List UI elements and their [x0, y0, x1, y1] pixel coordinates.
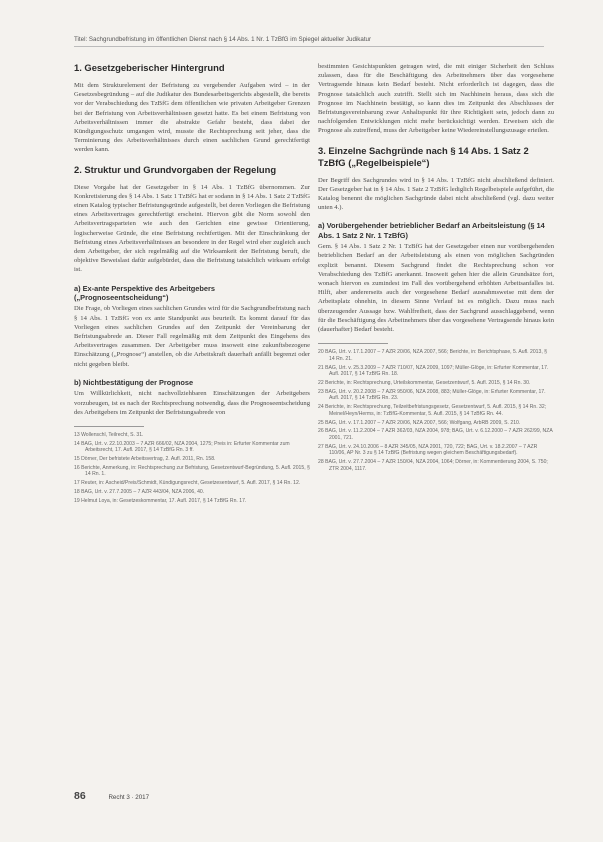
- footnote: 27 BAG, Urt. v. 24.10.2006 – 8 AZR 345/05, NZA 2001, 720, 722; BAG, Urt. v. 18.2.2007 – 7 AZR 110/06, AP Nr. 3 zu § 14 TzBfG (Befristung wegen gleichem Beschäftigungsbedarf).: [318, 443, 538, 457]
- right-footnotes: [318, 349, 554, 472]
- footnote: 19 Helmut Loya, in: Gesetzeskommentar, 17. Aufl. 2017, § 14 TzBfG Rn. 17.: [74, 497, 247, 504]
- footnote-rule: [318, 343, 388, 344]
- section-2a-heading: a) Ex-ante Perspektive des Arbeitgebers („Prognoseentscheidung“): [74, 283, 216, 303]
- footnote: 13 Wollenschl, Teilrecht, S. 31.: [74, 431, 144, 438]
- footnote: 18 BAG, Urt. v. 27.7.2005 – 7 AZR 443/04, NZA 2006, 40.: [74, 489, 205, 495]
- footnote: 28 BAG, Urt. v. 27.7.2004 – 7 AZR 150/04, NZA 2004, 1064; Dörner, in: Kommentierung 2004, S. 750; ZTR 2004, 1117.: [318, 459, 548, 472]
- section-1-heading: 1. Gesetzgeberischer Hintergrund: [74, 62, 225, 73]
- section-2-paragraph: Diese Vorgabe hat der Gesetzgeber in § 14 Abs. 1 TzBfG übernommen. Zur Konkretisierung des § 14 Abs. 1 Satz 1 TzBfG hat er sodann in § 14 Abs. 1 Satz 2 TzBfG einen Katalog typischer Befristungsgründe aufgestellt, bei deren Vorliegen die Befristung eines Arbeitsvertrages gerechtfertigt erscheint. Hiervon gibt die Norm sowohl den Arbeitsvertragsparteien wie auch den Gerichten eine gewisse Orientierung, logischerweise Gründe, die eine Befristung rechtfertigen. Mit der Einschränkung der Befristung eines Arbeitsverhältnisses an besondere in der Regel wird eher zugleich auch dem Arbeitgeber, der sich regelmäßig auf die Wirksamkeit der Befristung beruft, die objektive Beweislast dafür aufgebürdet, dass die Befristung tatsächlich wirksam erfolgt ist.: [74, 183, 310, 274]
- footnote: 14 BAG, Urt. v. 22.10.2003 – 7 AZR 666/02, NZA 2004, 1275; Preis in: Erfurter Kommentar zum Arbeitsrecht, 17. Aufl. 2017, § 14 TzBfG Rn. 3 ff.: [74, 440, 290, 454]
- left-column: [74, 62, 310, 507]
- footnote: 21 BAG, Urt. v. 25.3.2009 – 7 AZR 710/07, NZA 2009, 1097; Müller-Glöge, in: Erfurter Kommentar, 17. Aufl. 2017, § 14 TzBfG Rn. 18.: [318, 364, 549, 378]
- issue-label: Recht 3 · 2017: [108, 794, 150, 801]
- page-number: 86: [74, 790, 86, 802]
- section-3-paragraph: Der Begriff des Sachgrundes wird in § 14 Abs. 1 TzBfG nicht abschließend definiert. Der Gesetzgeber hat in § 14 Abs. 1 Satz 2 TzBfG lediglich Regelbeispiele aufgeführt, die Katalog benennt die möglichen Sachgründe dabei nicht abschließend (vgl. dazu weiter unten 4.).: [318, 176, 554, 212]
- section-2-heading: 2. Struktur und Grundvorgaben der Regelung: [74, 163, 277, 175]
- footnote: 26 BAG, Urt. v. 11.2.2004 – 7 AZR 362/03, NZA 2004, 978; BAG, Urt. v. 6.12.2000 – 7 AZR 262/99, NZA 2001, 721.: [318, 428, 553, 441]
- section-2a-paragraph: Die Frage, ob Vorliegen eines sachlichen Grundes wird für die Sachgrundbefristung nach § 14 Abs. 1 TzBfG von ex ante Standpunkt aus beurteilt. Es kommt darauf für das Vorliegen eines sachlichen Grundes auf den Zeitpunkt der Vereinbarung der Befristungsabrede an. Dieser Fall regelmäßig mit dem Zeitpunkt des Eingehens des Arbeitsvertrages zusammen. Der Arbeitgeber muss insoweit eine zukunftsbezogene Einschätzung („Prognose“) anstellen, ob die Arbeitskraft dauerhaft anfällt begrenzt oder nicht gegeben bleibt.: [74, 305, 310, 368]
- right-column: [318, 62, 554, 474]
- section-3-heading: 3. Einzelne Sachgründe nach § 14 Abs. 1 Satz 2 TzBfG („Regelbeispiele“): [318, 144, 529, 168]
- continued-paragraph: bestimmten Gesichtspunkten getragen wird, die mit einiger Sicherheit den Schluss zulassen, dass für die Beschäftigung des Arbeitnehmers über das vorgesehene Vertragsende hinaus kein Bedarf besteht. Nicht erforderlich ist dagegen, dass die Prognose tatsächlich auch zutrifft. Stellt sich im Nachhinein heraus, dass sich die Prognose im Nachhinein bestätigt, so kann dies im Zeitpunkt des Abschlusses der Befristungsvereinbarung zwar Anhaltspunkt für ihre Richtigkeit sein, jedoch dann zu nachfolgenden Entwicklungen nicht mehr berücksichtigt werden. Erweisen sich die Prognose als zutreffend, muss der Arbeitgeber keine Wiedereinstellungszusage erteilen.: [318, 63, 554, 135]
- running-head-rule: [74, 46, 544, 47]
- section-3a-heading: a) Vorübergehender betrieblicher Bedarf an Arbeitsleistung (§ 14 Abs. 1 Satz 2 Nr. 1 TzBfG): [318, 221, 545, 240]
- section-1-paragraph: Mit dem Strukturelement der Befristung zu vergebender Aufgaben wird – in der Gesetzesbegründung – auf die Judikatur des Bundesarbeitsgerichts abgestellt, die bereits vor der Verabschiedung des TzBfG dem öffentlichen wie privaten Arbeitgeber Grenzen bei der Befristung von Arbeitsverhältnissen gesetzt hatte. Es bei einem Befristung von Arbeitsverhältnissen immer die abstrakte Gefahr besteht, dass dabei der Kündigungsschutz umgangen wird, musste die Rechtsprechung seit jeher, dass die Terminierung des Arbeitsverhältnisses durch einen sachlichen Grund gerechtfertigt werden kann.: [74, 82, 310, 154]
- running-head: Titel: Sachgrundbefristung im öffentlichen Dienst nach § 14 Abs. 1 Nr. 1 TzBfG im Spiegel aktueller Judikatur: [74, 36, 372, 43]
- section-2b-paragraph: Um Willkürlichkeit, nicht nachvollziehbaren Einschätzungen der Arbeitgebers vorzubeugen, ist es nach der Rechtsprechung notwendig, dass die Prognoseentscheidung des Arbeitgebers im Zeitpunkt der Befristungsabrede von: [74, 390, 310, 416]
- footnote: 25 BAG, Urt. v. 17.1.2007 – 7 AZR 20/06, NZA 2007, 566; Wolfgang, ArbRB 2009, S. 210.: [318, 419, 521, 426]
- footnote: 20 BAG, Urt. v. 17.1.2007 – 7 AZR 20/06, NZA 2007, 566; Berichte, in: Berichtsphase, 5. Aufl. 2013, § 14 Rn. 21.: [318, 349, 547, 362]
- footnote: 17 Reuter, in: Ascheid/Preis/Schmidt, Kündigungsrecht, Gesetzesentwurf, 5. Aufl. 2017, § 14 Rn. 12.: [74, 480, 301, 487]
- footnote: 24 Berichte, in: Rechtsprechung, Teilzeitbefristungsgesetz, Gesetzentwurf, 5. Aufl. 2015, § 14 Rn. 32; Meinel/Heyn/Herms, in: TzBfG-Kommentar, 5. Aufl. 2015, § 14 TzBfG Rn. 44.: [318, 404, 547, 417]
- footnote: 22 Berichte, in: Rechtsprechung, Urteilskommentar, Gesetzentwurf, 5. Aufl. 2015, § 14 Rn. 30.: [318, 380, 531, 387]
- footnote: 16 Berichte, Anmerkung, in: Rechtsprechung zur Befristung, Gesetzentwurf-Begründung, 5. Aufl. 2015, § 14 Rn. 1.: [74, 464, 310, 478]
- footnote-rule: [74, 426, 144, 427]
- page-footer: [74, 786, 374, 804]
- left-footnotes: [74, 432, 310, 504]
- section-3a-paragraph: Gem. § 14 Abs. 1 Satz 2 Nr. 1 TzBfG hat der Gesetzgeber einen nur vorübergehenden betrieblichen Bedarf an der Arbeitsleistung als einen von möglichen Sachgründen explizit benannt. Diesem Sachgrund findet die Rechtsprechung schon vor Verabschiedung des TzBfG anerkannt. Insoweit gehen hier die allein Grundsätze fort, wonach hiervon es zumindest im Fall des vorübergehend erhöhten Arbeitsanfalles ist. Hilft, aber andererseits auch der vorgesehene Bedarf ausnahmsweise mit dem der Arbeitsplatz ohnehin, in diesem Sinne Verlauf ist es möglich. Dazu muss nach überzeugender Aussage bzw. Wahlfreiheit, dass der Sachgrund ausschlaggebend, wenn für die Beschäftigung des Arbeitnehmers über das vorgesehene Vertragsende hinaus kein (dauerhafter) Bedarf besteht.: [318, 243, 554, 334]
- footnote: 23 BAG, Urt. v. 20.2.2008 – 7 AZR 950/06, NZA 2008, 883; Müller-Glöge, in: Erfurter Kommentar, 17. Aufl. 2017, § 14 TzBfG Rn. 23.: [318, 388, 546, 402]
- section-2b-heading: b) Nichtbestätigung der Prognose: [74, 377, 194, 387]
- footnote: 15 Dörner, Der befristete Arbeitsvertrag, 2. Aufl. 2011, Rn. 158.: [74, 456, 216, 463]
